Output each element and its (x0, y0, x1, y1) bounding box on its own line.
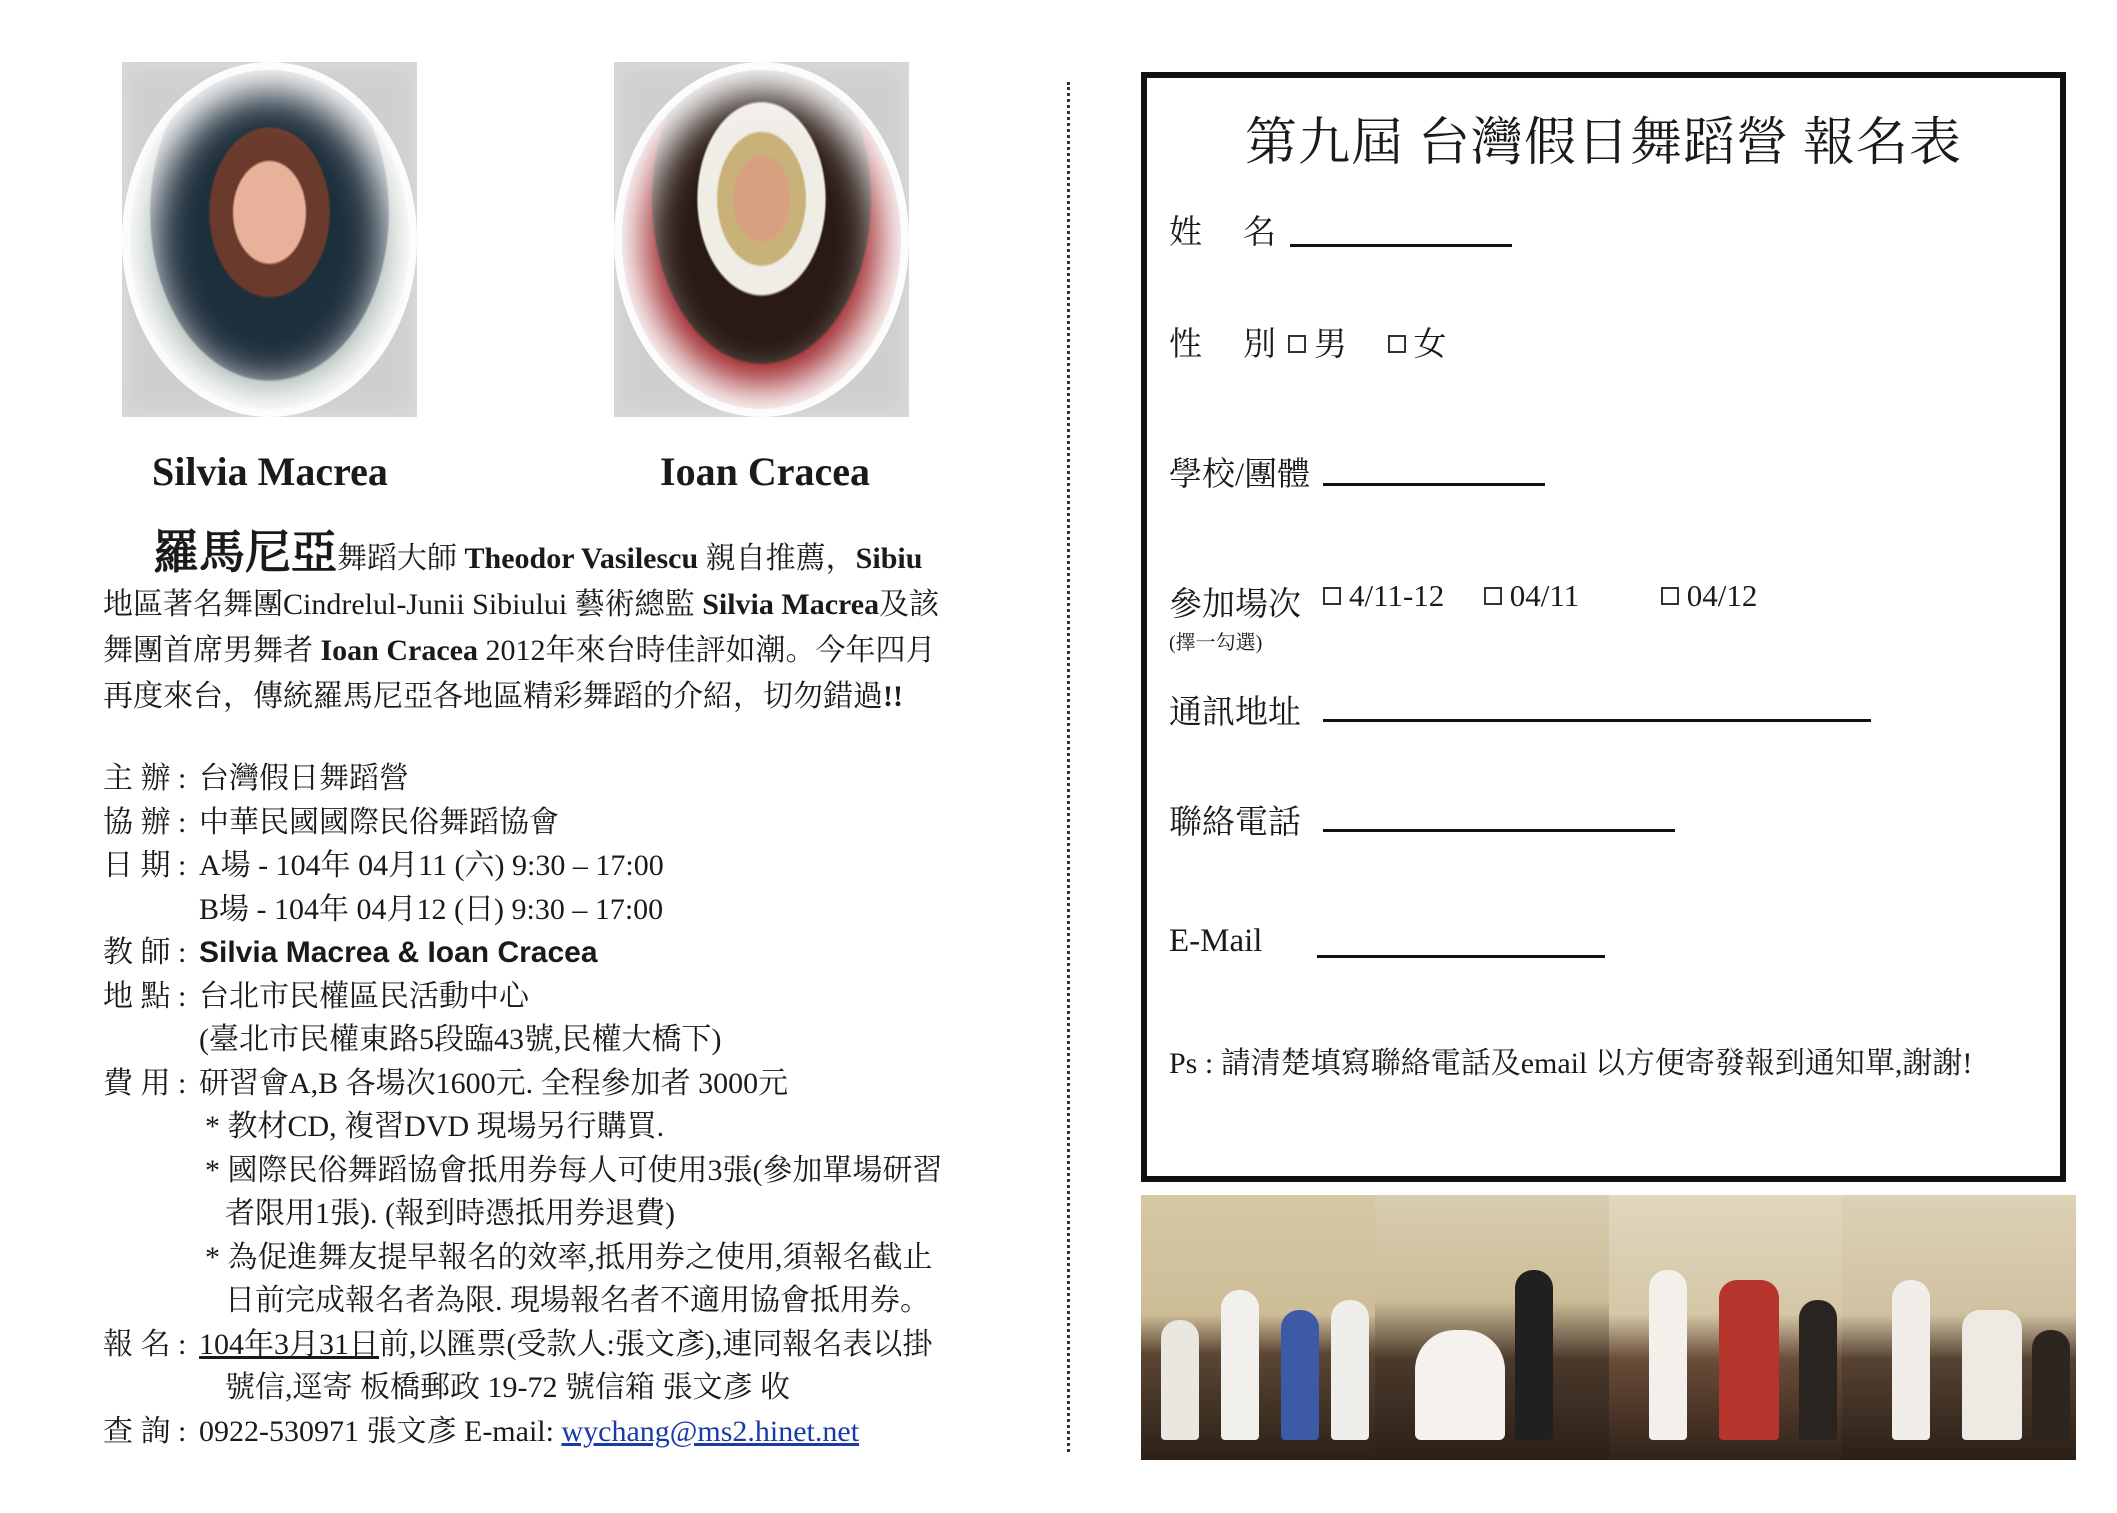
portrait-silvia-macrea (122, 62, 417, 417)
info-fee-note-3a: * 為促進舞友提早報名的效率,抵用券之使用,須報名截止 (205, 1240, 933, 1274)
info-fee-note-1: * 教材CD, 複習DVD 現場另行購買. (205, 1110, 665, 1143)
session-options: 4/11-12 04/11 04/12 (1317, 578, 1757, 614)
email-field[interactable] (1317, 955, 1605, 958)
form-title: 第九屆 台灣假日舞蹈營 報名表 (1244, 115, 1962, 172)
session-opt3-checkbox[interactable] (1661, 587, 1679, 605)
name-field[interactable] (1290, 244, 1512, 247)
fold-divider (1067, 82, 1070, 1452)
phone-label: 聯絡電話 (1169, 805, 1301, 841)
intro-line-2: 地區著名舞團Cindrelul-Junii Sibiului 藝術總監 Silvia Macrea及該 (103, 588, 940, 621)
dance-photo-strip (1141, 1195, 2076, 1460)
email-label: E-Mail (1169, 923, 1263, 959)
photo-caption-right: Ioan Cracea (660, 449, 870, 494)
address-label: 通訊地址 (1169, 695, 1301, 731)
intro-line-1: 羅馬尼亞舞蹈大師 Theodor Vasilescu 親自推薦，Sibiu (153, 527, 923, 578)
dance-photo-3 (1609, 1195, 1843, 1460)
session-opt2-checkbox[interactable] (1484, 587, 1502, 605)
address-field[interactable] (1323, 719, 1871, 722)
registration-form (1141, 72, 2066, 1182)
dance-photo-4 (1842, 1195, 2076, 1460)
intro-lead: 羅馬尼亞 (153, 527, 337, 578)
info-date: 日 期 : A場 - 104年 04月11 (六) 9:30 – 17:00 (103, 849, 664, 882)
session-label: 參加場次 (1169, 587, 1301, 623)
info-contact: 查 詢 : 0922-530971 張文彥 E-mail: wychang@ms2.hinet.net (103, 1414, 860, 1448)
info-registration: 報 名 : 104年3月31日前,以匯票(受款人:張文彥),連同報名表以掛 (103, 1327, 933, 1361)
info-fee-note-2b: 者限用1張). (報到時憑抵用券退費) (225, 1197, 675, 1230)
session-opt1-checkbox[interactable] (1323, 587, 1341, 605)
info-place-address: (臺北市民權東路5段臨43號,民權大橋下) (199, 1023, 722, 1056)
gender-male-checkbox[interactable] (1288, 335, 1306, 353)
school-label: 學校/團體 (1169, 457, 1311, 493)
portrait-ioan-cracea (614, 62, 909, 417)
contact-email-link[interactable]: wychang@ms2.hinet.net (561, 1414, 860, 1448)
info-fee-note-2a: * 國際民俗舞蹈協會抵用券每人可使用3張(參加單場研習 (205, 1153, 943, 1187)
intro-line-4: 再度來台，傳統羅馬尼亞各地區精彩舞蹈的介紹，切勿錯過!! (103, 680, 903, 713)
gender-options: 男 女 (1282, 318, 1447, 365)
info-fee-note-3b: 日前完成報名者為限. 現場報名者不適用協會抵用券。 (225, 1284, 930, 1317)
info-co-organizer: 協 辦 : 中華民國國際民俗舞蹈協會 (103, 805, 559, 839)
session-note: (擇一勾選) (1169, 632, 1263, 654)
form-footnote: Ps : 請清楚填寫聯絡電話及email 以方便寄發報到通知單,謝謝! (1169, 1047, 1973, 1080)
info-organizer: 主 辦 : 台灣假日舞蹈營 (103, 762, 409, 795)
info-fee: 費 用 : 研習會A,B 各場次1600元. 全程參加者 3000元 (103, 1066, 789, 1100)
info-registration-2: 號信,逕寄 板橋郵政 19-72 號信箱 張文彥 收 (225, 1371, 790, 1404)
intro-paragraph (103, 527, 1003, 720)
phone-field[interactable] (1323, 829, 1675, 832)
dance-photo-2 (1375, 1195, 1609, 1460)
info-date-b: B場 - 104年 04月12 (日) 9:30 – 17:00 (199, 892, 664, 926)
event-info (103, 757, 1033, 1453)
gender-female-checkbox[interactable] (1388, 335, 1406, 353)
photo-caption-left: Silvia Macrea (152, 449, 388, 494)
info-place: 地 點 : 台北市民權區民活動中心 (103, 979, 529, 1013)
gender-label: 性 別 (1169, 327, 1280, 363)
info-teacher: 教 師 : Silvia Macrea & Ioan Cracea (103, 936, 598, 969)
intro-line-3: 舞團首席男舞者 Ioan Cracea 2012年來台時佳評如潮。今年四月 (103, 634, 936, 667)
dance-photo-1 (1141, 1195, 1375, 1460)
name-label: 姓 名 (1169, 215, 1280, 251)
school-field[interactable] (1323, 483, 1545, 486)
